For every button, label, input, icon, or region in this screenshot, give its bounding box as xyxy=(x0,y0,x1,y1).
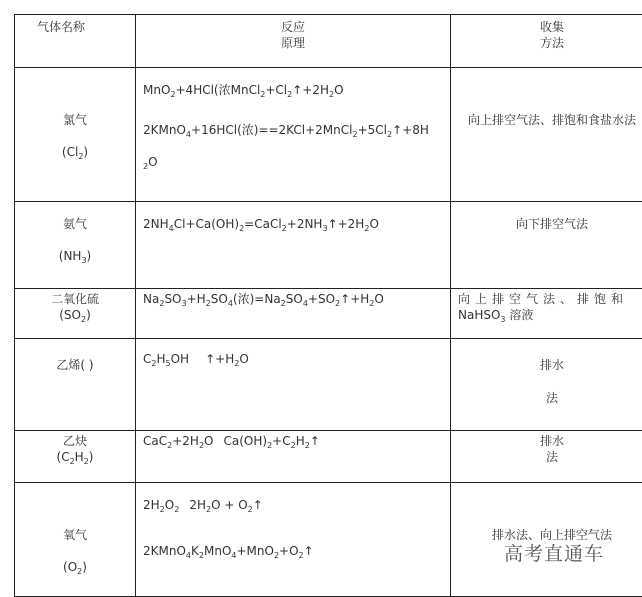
collection-method-line2: 法 xyxy=(451,390,642,406)
reaction-equation-1: $2H_2O_2$ $2H_2O$ + $O_2↑$ xyxy=(143,497,447,513)
reaction-cell xyxy=(136,431,451,483)
gas-formula: $(SO_2)$ xyxy=(59,308,91,322)
reaction-equation-1: $2NH_4Cl+Ca(OH)_2=CaCl_2+2NH_3↑+2H_2O$ xyxy=(143,216,447,232)
gas-name: 二氧化硫 xyxy=(51,292,99,306)
header-gas-name xyxy=(15,15,136,68)
collection-method-line2: 法 xyxy=(451,449,642,465)
gas-name-cell xyxy=(15,339,136,431)
reaction-equation-1: MnO$_2$+4HCl(浓$MnCl_2+Cl_2↑+2H_2O$ xyxy=(143,82,447,98)
gas-formula: $(NH_3)$ xyxy=(59,249,91,263)
reaction-cell xyxy=(136,483,451,597)
gas-formula: $(O_2)$ xyxy=(63,560,87,574)
header-principle-line2: 原理 xyxy=(281,36,305,50)
gas-name: 乙烯( ) xyxy=(56,358,93,372)
collection-method-cell xyxy=(451,339,642,431)
gas-prep-table xyxy=(14,14,642,597)
header-principle-line1: 反应 xyxy=(281,20,305,34)
reaction-equation-1: $CaC_2+2H_2O$ $Ca(OH)_2+C_2H_2↑$ xyxy=(143,433,447,449)
table-row xyxy=(15,431,642,483)
reaction-equation-1: $C_2H_5OH$ $↑+H_2O$ xyxy=(143,351,447,367)
header-method xyxy=(451,15,642,68)
table-row xyxy=(15,339,642,431)
header-method-line1: 收集 xyxy=(540,20,564,34)
collection-method-cell xyxy=(451,431,642,483)
reaction-equation-2: $2KMnO_4K_2MnO_4+MnO_2+O_2↑$ xyxy=(143,543,447,559)
table-header-row xyxy=(15,15,642,68)
reaction-equation-2: 2KMnO$_4$+16HCl(浓)$==2KCl+2MnCl_2+5Cl_2↑+8H$ xyxy=(143,122,447,138)
gas-name: 氧气 xyxy=(63,528,87,542)
gas-formula: $(Cl_2)$ xyxy=(62,145,88,159)
collection-method-line2: NaHSO$_3$ 溶液 xyxy=(458,307,642,323)
gas-name-cell xyxy=(15,431,136,483)
gas-name: 氯气 xyxy=(63,113,87,127)
collection-method-cell xyxy=(451,202,642,289)
collection-method-line1: 排水 xyxy=(451,433,642,449)
header-gas-name-text: 气体名称 xyxy=(37,20,85,34)
gas-name-cell xyxy=(15,483,136,597)
reaction-equation-1: $Na_2SO_3+H_2SO_4$(浓)$=Na_2SO_4+SO_2↑+H_2O$ xyxy=(143,291,447,307)
collection-method-cell xyxy=(451,68,642,202)
collection-method: 排水法、向上排空气法 xyxy=(492,528,612,542)
gas-name-cell xyxy=(15,202,136,289)
gas-name-cell xyxy=(15,289,136,339)
reaction-cell xyxy=(136,289,451,339)
reaction-cell xyxy=(136,339,451,431)
table-row xyxy=(15,68,642,202)
reaction-cell xyxy=(136,202,451,289)
collection-method-line1: 向上排空气法、排饱和 xyxy=(458,291,642,307)
gas-name-cell xyxy=(15,68,136,202)
watermark: 高考直通车 xyxy=(504,539,604,566)
collection-method: 向下排空气法 xyxy=(516,217,588,231)
reaction-cell: MnO$_2$+4HCl(浓$MnCl_2+Cl_2↑+2H_2O$ 2KMnO$_4$+16HCl(浓)$==2KCl+2MnCl_2+5Cl_2↑+8H$ $_2$O xyxy=(136,68,451,202)
collection-method-cell xyxy=(451,289,642,339)
gas-formula: $(C_2H_2)$ xyxy=(57,450,94,464)
gas-name: 氨气 xyxy=(63,217,87,231)
header-principle xyxy=(136,15,451,68)
header-method-line2: 方法 xyxy=(540,36,564,50)
collection-method-line1: 排水 xyxy=(451,357,642,373)
collection-method: 向上排空气法、排饱和食盐水法 xyxy=(468,113,636,127)
table-row xyxy=(15,202,642,289)
gas-name: 乙炔 xyxy=(63,434,87,448)
table-row xyxy=(15,289,642,339)
